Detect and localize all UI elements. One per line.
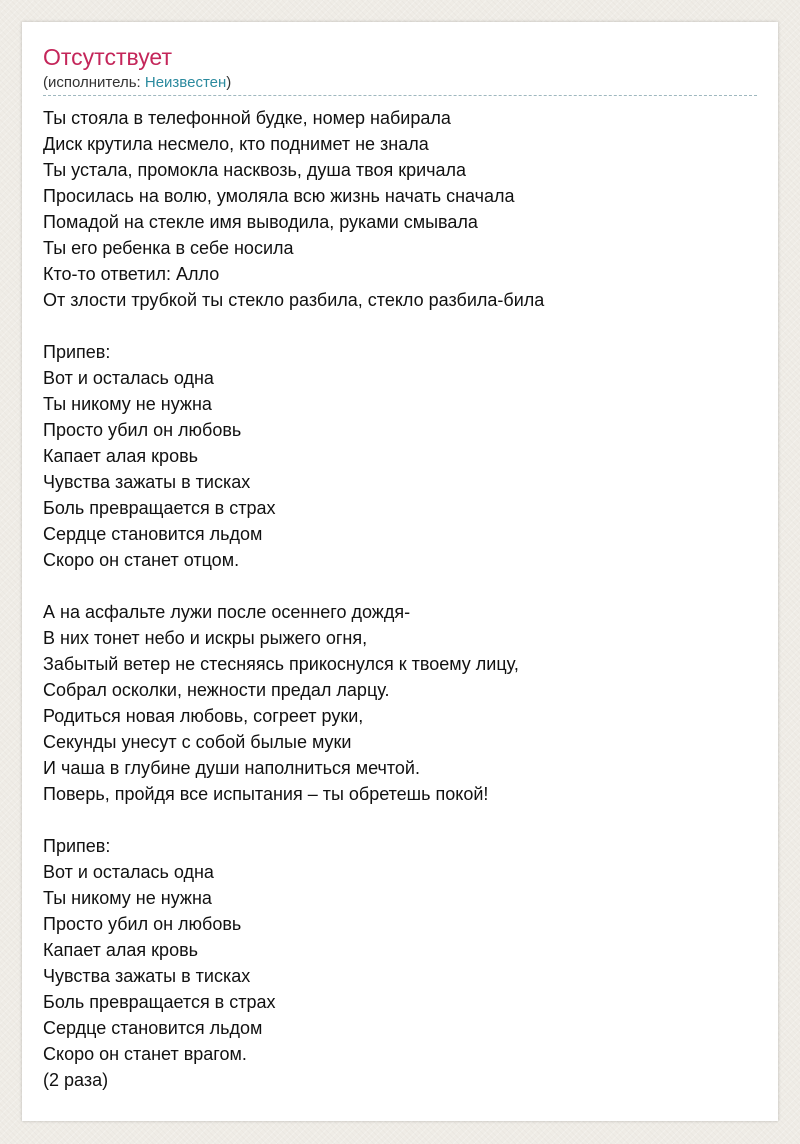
lyric-line: И чаша в глубине души наполниться мечтой.	[43, 758, 420, 778]
artist-suffix: )	[226, 74, 232, 91]
lyric-line: Помадой на стекле имя выводила, руками смывала	[43, 212, 478, 232]
lyric-line: Боль превращается в страх	[43, 498, 276, 518]
lyric-line: Диск крутила несмело, кто поднимет не знала	[43, 134, 429, 154]
stanza-gap	[43, 313, 757, 339]
lyric-line: Просто убил он любовь	[43, 914, 242, 934]
lyric-line: Просто убил он любовь	[43, 420, 242, 440]
lyric-line: Ты устала, промокла насквозь, душа твоя кричала	[43, 160, 467, 180]
lyric-line: Боль превращается в страх	[43, 992, 276, 1012]
artist-line	[43, 73, 757, 96]
lyric-line: Сердце становится льдом	[43, 1018, 263, 1038]
lyric-line: Кто-то ответил: Алло	[43, 264, 220, 284]
lyric-line: В них тонет небо и искры рыжего огня,	[43, 628, 368, 648]
chorus-1	[43, 339, 757, 573]
artist-prefix: (исполнитель:	[43, 74, 145, 91]
stanza-gap	[43, 573, 757, 599]
lyric-line: Скоро он станет врагом.	[43, 1044, 247, 1064]
verse-1	[43, 105, 757, 313]
verse-2	[43, 599, 757, 807]
lyric-line: А на асфальте лужи после осеннего дождя-	[43, 602, 411, 622]
lyric-line: Ты его ребенка в себе носила	[43, 238, 294, 258]
lyric-line: (2 раза)	[43, 1070, 109, 1090]
lyric-line: Вот и осталась одна	[43, 862, 214, 882]
lyric-line: Ты никому не нужна	[43, 888, 212, 908]
artist-link[interactable]: Неизвестен	[144, 74, 227, 91]
chorus-2	[43, 833, 757, 1093]
lyric-line: Капает алая кровь	[43, 940, 199, 960]
lyric-line: Секунды унесут с собой былые муки	[43, 732, 352, 752]
lyric-line: Вот и осталась одна	[43, 368, 214, 388]
lyric-line: Капает алая кровь	[43, 446, 199, 466]
stanza-gap	[43, 807, 757, 833]
lyric-line: Собрал осколки, нежности предал ларцу.	[43, 680, 390, 700]
lyric-line: Ты никому не нужна	[43, 394, 212, 414]
lyric-line: Родиться новая любовь, согреет руки,	[43, 706, 364, 726]
lyrics-card	[22, 22, 778, 1121]
lyric-line: Поверь, пройдя все испытания – ты обретешь покой!	[43, 784, 489, 804]
lyric-line: Сердце становится льдом	[43, 524, 263, 544]
lyric-line: Ты стояла в телефонной будке, номер набирала	[43, 108, 451, 128]
lyric-line: Чувства зажаты в тисках	[43, 472, 251, 492]
song-title: Отсутствует	[43, 44, 172, 70]
lyric-line: Просилась на волю, умоляла всю жизнь начать сначала	[43, 186, 515, 206]
lyric-line: Припев:	[43, 342, 111, 362]
lyric-line: Припев:	[43, 836, 111, 856]
lyrics-text	[43, 105, 757, 1093]
lyric-line: Скоро он станет отцом.	[43, 550, 240, 570]
lyric-line: Забытый ветер не стесняясь прикоснулся к твоему лицу,	[43, 654, 519, 674]
lyric-line: Чувства зажаты в тисках	[43, 966, 251, 986]
lyric-line: От злости трубкой ты стекло разбила, стекло разбила-била	[43, 290, 545, 310]
